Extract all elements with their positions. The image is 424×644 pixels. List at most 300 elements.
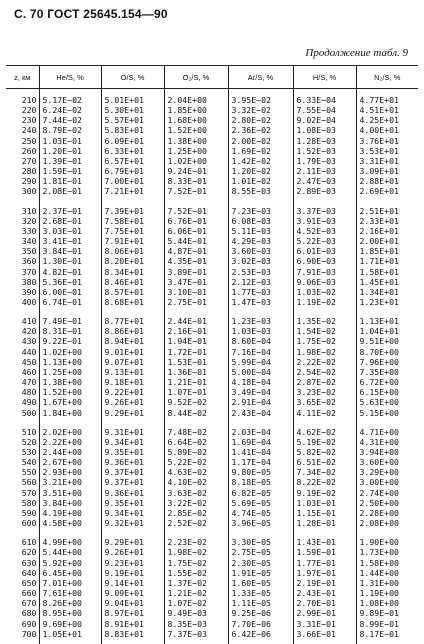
concentration-value: 2.16E+01 [359, 225, 399, 236]
altitude-cell [6, 312, 39, 423]
concentration-value: 3.89E−01 [167, 266, 207, 277]
column-header: N₂/S, % [356, 66, 418, 89]
concentration-value: 1.77E−01 [296, 557, 336, 568]
concentration-value: 1.97E−01 [296, 567, 336, 578]
concentration-value: 7.23E−03 [231, 205, 271, 216]
concentration-value: 5.83E+01 [104, 125, 144, 136]
concentration-value: 9.36E+01 [104, 487, 144, 498]
concentration-value: 4.74E−05 [231, 507, 271, 518]
altitude-cell [6, 533, 39, 644]
concentration-value: 1.19E+00 [359, 588, 399, 599]
concentration-value: 2.75E−05 [231, 547, 271, 558]
concentration-value: 8.70E+00 [359, 346, 399, 357]
concentration-value: 1.44E+00 [359, 567, 399, 578]
concentration-value: 3.63E−02 [167, 487, 207, 498]
concentration-value: 1.52E+00 [167, 125, 207, 136]
concentration-value: 1.53E−01 [167, 356, 207, 367]
value-cell [228, 89, 293, 202]
concentration-value: 4.25E+01 [359, 115, 399, 126]
concentration-value: 5.92E+00 [42, 557, 82, 568]
concentration-value: 6.72E+00 [359, 377, 399, 388]
concentration-value: 9.09E+01 [104, 588, 144, 599]
concentration-value: 2.74E+00 [359, 487, 399, 498]
concentration-value: 2.68E−01 [42, 215, 82, 226]
concentration-value: 6.51E−02 [296, 457, 336, 468]
concentration-value: 1.30E−01 [42, 256, 82, 267]
concentration-value: 1.34E+01 [359, 286, 399, 297]
concentration-value: 3.60E+00 [359, 457, 399, 468]
concentration-value: 6.01E−03 [296, 246, 336, 257]
altitude-value: 680 [21, 608, 37, 619]
value-cell [164, 423, 228, 534]
concentration-value: 7.52E−01 [167, 205, 207, 216]
value-cell [356, 202, 418, 313]
concentration-value: 2.80E−02 [231, 115, 271, 126]
concentration-value: 5.36E−01 [42, 276, 82, 287]
concentration-value: 5.89E−02 [167, 447, 207, 457]
concentration-value: 2.91E−04 [231, 397, 271, 408]
altitude-value: 420 [21, 326, 37, 337]
value-cell [228, 312, 293, 423]
concentration-value: 4.77E+01 [359, 95, 399, 105]
concentration-value: 1.23E−03 [231, 316, 271, 327]
concentration-value: 1.81E−01 [42, 176, 82, 187]
column-header: O/S, % [101, 66, 164, 89]
concentration-value: 3.02E−03 [231, 256, 271, 267]
altitude-value: 340 [21, 236, 37, 247]
concentration-value: 2.43E−01 [296, 588, 336, 599]
concentration-value: 5.22E−03 [296, 236, 336, 247]
concentration-value: 1.91E−05 [231, 567, 271, 578]
value-cell [39, 89, 101, 202]
concentration-value: 3.47E−01 [167, 276, 207, 287]
value-cell [228, 423, 293, 534]
concentration-value: 1.20E−01 [42, 145, 82, 156]
altitude-value: 520 [21, 436, 37, 447]
concentration-value: 6.33E+01 [104, 145, 144, 156]
table-header [6, 66, 418, 89]
concentration-value: 2.02E+00 [42, 426, 82, 437]
concentration-value: 7.52E−01 [167, 186, 207, 197]
concentration-value: 9.34E+01 [104, 436, 144, 447]
concentration-value: 1.72E−01 [167, 346, 207, 357]
value-cell [101, 202, 164, 313]
concentration-value: 7.00E+01 [104, 176, 144, 187]
concentration-value: 2.00E+01 [359, 236, 399, 247]
concentration-value: 3.37E−03 [296, 205, 336, 216]
concentration-value: 1.71E+01 [359, 256, 399, 267]
altitude-value: 460 [21, 366, 37, 377]
concentration-value: 2.51E+01 [359, 205, 399, 216]
concentration-value: 1.04E+01 [359, 326, 399, 337]
concentration-value: 5.19E−02 [296, 436, 336, 447]
concentration-value: 9.06E−03 [296, 276, 336, 287]
concentration-value: 1.20E−02 [231, 166, 271, 177]
concentration-value: 9.13E+01 [104, 366, 144, 377]
concentration-value: 3.31E+01 [359, 155, 399, 166]
concentration-value: 5.69E−05 [231, 497, 271, 508]
concentration-value: 9.32E+01 [104, 518, 144, 529]
concentration-value: 2.22E−02 [296, 356, 336, 367]
altitude-value: 350 [21, 246, 37, 257]
concentration-value: 8.60E−04 [231, 336, 271, 347]
concentration-value: 7.91E−03 [296, 266, 336, 277]
concentration-value: 9.51E+00 [359, 336, 399, 347]
concentration-value: 9.29E+01 [104, 407, 144, 418]
concentration-value: 3.84E−01 [42, 246, 82, 257]
concentration-value: 9.69E+00 [42, 618, 82, 629]
concentration-value: 5.11E−03 [231, 225, 271, 236]
concentration-value: 7.96E+00 [359, 356, 399, 367]
concentration-value: 1.58E+01 [359, 266, 399, 277]
concentration-value: 6.64E−02 [167, 436, 207, 447]
concentration-value: 8.35E−03 [167, 618, 207, 629]
concentration-value: 1.13E+01 [359, 316, 399, 327]
altitude-value: 250 [21, 135, 37, 146]
concentration-value: 1.69E−02 [231, 145, 271, 156]
concentration-value: 2.16E−01 [167, 326, 207, 337]
concentration-value: 1.55E−02 [167, 567, 207, 578]
table-row-group [6, 202, 418, 313]
concentration-value: 1.08E+00 [359, 598, 399, 609]
concentration-value: 1.01E−02 [231, 176, 271, 187]
concentration-value: 1.11E−05 [231, 598, 271, 609]
concentration-value: 8.34E+01 [104, 266, 144, 277]
concentration-value: 6.33E−04 [296, 95, 336, 105]
concentration-value: 3.41E−01 [42, 236, 82, 247]
concentration-value: 2.04E+00 [167, 95, 207, 105]
concentration-value: 4.51E+01 [359, 105, 399, 116]
table-row-group [6, 89, 418, 202]
concentration-value: 8.55E−03 [231, 186, 271, 197]
concentration-value: 2.44E+00 [42, 447, 82, 457]
altitude-value: 210 [21, 95, 37, 105]
concentration-value: 9.80E−05 [231, 467, 271, 478]
concentration-value: 3.21E+00 [42, 477, 82, 488]
concentration-value: 3.66E−01 [296, 628, 336, 639]
concentration-value: 4.19E+00 [42, 507, 82, 518]
concentration-value: 1.02E+00 [167, 155, 207, 166]
concentration-value: 4.00E+01 [359, 125, 399, 136]
concentration-value: 1.13E+00 [42, 356, 82, 367]
concentration-value: 9.31E+01 [104, 426, 144, 437]
concentration-value: 7.70E−06 [231, 618, 271, 629]
concentration-value: 2.23E−02 [167, 537, 207, 548]
concentration-value: 5.00E−04 [231, 366, 271, 377]
concentration-value: 1.35E−02 [296, 316, 336, 327]
concentration-value: 1.03E−02 [296, 286, 336, 297]
concentration-value: 6.79E+01 [104, 166, 144, 177]
concentration-value: 1.08E−03 [296, 125, 336, 136]
concentration-value: 1.94E−01 [167, 336, 207, 347]
concentration-value: 7.01E+00 [42, 577, 82, 588]
concentration-value: 4.29E−03 [231, 236, 271, 247]
concentration-value: 6.24E−02 [42, 105, 82, 116]
concentration-value: 3.49E−04 [231, 387, 271, 398]
column-header: O₂/S, % [164, 66, 228, 89]
concentration-value: 2.12E−03 [231, 276, 271, 287]
concentration-value: 2.43E−04 [231, 407, 271, 418]
concentration-value: 8.86E+01 [104, 326, 144, 337]
concentration-value: 7.16E−04 [231, 346, 271, 357]
altitude-cell [6, 89, 39, 202]
value-cell [293, 533, 356, 644]
altitude-value: 310 [21, 205, 37, 216]
concentration-value: 1.28E−01 [296, 518, 336, 529]
concentration-value: 9.35E+01 [104, 447, 144, 457]
concentration-value: 1.45E+01 [359, 276, 399, 287]
value-cell [293, 312, 356, 423]
page-header: С. 70 ГОСТ 25645.154—90 [14, 7, 168, 21]
altitude-value: 480 [21, 387, 37, 398]
table-continuation-caption: Продолжение табл. 9 [305, 47, 408, 59]
altitude-value: 630 [21, 557, 37, 568]
concentration-value: 3.60E−03 [231, 246, 271, 257]
concentration-value: 6.06E−01 [167, 225, 207, 236]
concentration-value: 4.82E−01 [42, 266, 82, 277]
concentration-value: 2.52E−02 [167, 518, 207, 529]
value-cell [293, 89, 356, 202]
concentration-value: 2.47E−03 [296, 176, 336, 187]
concentration-value: 8.17E−01 [359, 628, 399, 639]
concentration-value: 9.37E+01 [104, 477, 144, 488]
concentration-value: 8.33E−01 [167, 176, 207, 187]
value-cell [356, 89, 418, 202]
value-cell [39, 312, 101, 423]
concentration-value: 9.22E−01 [42, 336, 82, 347]
concentration-value: 5.22E−02 [167, 457, 207, 468]
concentration-value: 2.53E−03 [231, 266, 271, 277]
concentration-value: 4.11E−02 [296, 407, 336, 418]
concentration-value: 8.46E+01 [104, 276, 144, 287]
concentration-value: 1.75E−02 [167, 557, 207, 568]
column-header: H/S, % [293, 66, 356, 89]
concentration-value: 1.31E+00 [359, 577, 399, 588]
concentration-value: 4.87E−01 [167, 246, 207, 257]
concentration-value: 1.59E−01 [296, 547, 336, 558]
concentration-value: 1.85E+00 [167, 105, 207, 116]
concentration-value: 4.10E−02 [167, 477, 207, 488]
concentration-value: 4.63E−02 [167, 467, 207, 478]
concentration-value: 1.52E−03 [296, 145, 336, 156]
concentration-value: 1.05E+01 [42, 628, 82, 639]
concentration-value: 7.49E−01 [42, 316, 82, 327]
concentration-value: 4.58E+00 [42, 518, 82, 529]
concentration-value: 9.25E−06 [231, 608, 271, 619]
altitude-value: 240 [21, 125, 37, 136]
altitude-value: 600 [21, 518, 37, 529]
altitude-value: 230 [21, 115, 37, 126]
altitude-value: 410 [21, 316, 37, 327]
concentration-value: 1.25E+00 [167, 145, 207, 156]
concentration-value: 2.54E−02 [296, 366, 336, 377]
concentration-value: 1.54E−02 [296, 326, 336, 337]
value-cell [293, 423, 356, 534]
altitude-value: 670 [21, 598, 37, 609]
concentration-value: 1.07E−01 [167, 387, 207, 398]
concentration-value: 3.51E+00 [42, 487, 82, 498]
concentration-value: 9.23E+01 [104, 557, 144, 568]
concentration-value: 3.10E−01 [167, 286, 207, 297]
concentration-value: 6.42E−06 [231, 628, 271, 639]
concentration-value: 8.83E+01 [104, 628, 144, 639]
concentration-value: 8.94E+01 [104, 336, 144, 347]
concentration-value: 5.17E−02 [42, 95, 82, 105]
altitude-value: 570 [21, 487, 37, 498]
concentration-value: 5.82E−02 [296, 447, 336, 457]
concentration-value: 3.09E+01 [359, 166, 399, 177]
concentration-value: 9.89E−01 [359, 608, 399, 619]
header-row [6, 66, 418, 89]
concentration-value: 1.59E−01 [42, 166, 82, 177]
concentration-value: 2.08E+00 [359, 518, 399, 529]
concentration-value: 1.21E−01 [167, 377, 207, 388]
concentration-value: 9.14E+01 [104, 577, 144, 588]
concentration-value: 9.49E−03 [167, 608, 207, 619]
concentration-value: 8.06E+01 [104, 246, 144, 257]
concentration-value: 1.52E+00 [42, 387, 82, 398]
value-cell [293, 202, 356, 313]
altitude-value: 640 [21, 567, 37, 578]
concentration-value: 2.88E+01 [359, 176, 399, 187]
altitude-value: 610 [21, 537, 37, 548]
altitude-value: 260 [21, 145, 37, 156]
concentration-value: 7.21E+01 [104, 186, 144, 197]
concentration-value: 2.85E−02 [167, 507, 207, 518]
column-header: z, км [6, 66, 39, 89]
concentration-value: 6.76E−01 [167, 215, 207, 226]
concentration-value: 7.55E−04 [296, 105, 336, 116]
concentration-value: 8.91E+01 [104, 618, 144, 629]
concentration-value: 3.53E+01 [359, 145, 399, 156]
concentration-value: 1.15E−01 [296, 507, 336, 518]
value-cell [39, 423, 101, 534]
altitude-value: 580 [21, 497, 37, 508]
concentration-value: 2.50E+00 [359, 497, 399, 508]
concentration-value: 3.31E−01 [296, 618, 336, 629]
concentration-value: 2.87E−02 [296, 377, 336, 388]
concentration-value: 1.98E−02 [167, 547, 207, 558]
concentration-value: 1.03E−01 [296, 497, 336, 508]
concentration-value: 8.26E+00 [42, 598, 82, 609]
concentration-value: 1.67E+00 [42, 397, 82, 408]
concentration-value: 2.03E−04 [231, 426, 271, 437]
altitude-value: 390 [21, 286, 37, 297]
concentration-value: 6.82E−05 [231, 487, 271, 498]
value-cell [228, 202, 293, 313]
concentration-value: 5.15E+00 [359, 407, 399, 418]
concentration-value: 1.58E+00 [359, 557, 399, 568]
concentration-value: 4.31E+00 [359, 436, 399, 447]
value-cell [164, 89, 228, 202]
concentration-value: 2.70E−01 [296, 598, 336, 609]
concentration-value: 7.35E+00 [359, 366, 399, 377]
concentration-value: 6.74E−01 [42, 296, 82, 307]
value-cell [164, 312, 228, 423]
concentration-value: 4.18E−04 [231, 377, 271, 388]
concentration-value: 2.69E+01 [359, 186, 399, 197]
value-cell [39, 533, 101, 644]
value-cell [356, 423, 418, 534]
concentration-value: 1.25E+00 [42, 366, 82, 377]
concentration-value: 9.07E+01 [104, 356, 144, 367]
altitude-value: 370 [21, 266, 37, 277]
altitude-value: 530 [21, 447, 37, 457]
concentration-value: 6.09E+01 [104, 135, 144, 146]
concentration-value: 9.34E+01 [104, 507, 144, 518]
concentration-value: 3.32E−02 [231, 105, 271, 116]
concentration-value: 1.37E−02 [167, 577, 207, 588]
concentration-value: 3.76E+01 [359, 135, 399, 146]
table-row-group [6, 423, 418, 534]
concentration-value: 2.33E+01 [359, 215, 399, 226]
concentration-value: 9.52E−02 [167, 397, 207, 408]
value-cell [228, 533, 293, 644]
concentration-value: 1.84E+00 [42, 407, 82, 418]
concentration-value: 7.37E−03 [167, 628, 207, 639]
data-table [6, 65, 418, 644]
concentration-value: 6.90E−03 [296, 256, 336, 267]
concentration-value: 8.97E+01 [104, 608, 144, 619]
concentration-value: 1.98E−02 [296, 346, 336, 357]
concentration-value: 7.39E+01 [104, 205, 144, 216]
altitude-value: 700 [21, 628, 37, 639]
altitude-value: 650 [21, 577, 37, 588]
concentration-value: 3.29E+00 [359, 467, 399, 478]
concentration-value: 1.42E−02 [231, 155, 271, 166]
concentration-value: 5.44E−01 [167, 236, 207, 247]
concentration-value: 3.65E−02 [296, 397, 336, 408]
value-cell [356, 533, 418, 644]
concentration-value: 8.20E+01 [104, 256, 144, 267]
concentration-value: 2.30E−05 [231, 557, 271, 568]
altitude-value: 590 [21, 507, 37, 518]
concentration-value: 1.43E−01 [296, 537, 336, 548]
concentration-value: 2.89E−03 [296, 186, 336, 197]
concentration-value: 7.58E+01 [104, 215, 144, 226]
concentration-value: 1.77E−03 [231, 286, 271, 297]
concentration-value: 1.38E+00 [167, 135, 207, 146]
concentration-value: 8.57E+01 [104, 286, 144, 297]
concentration-value: 1.03E−03 [231, 326, 271, 337]
concentration-value: 9.01E+01 [104, 346, 144, 357]
concentration-value: 3.84E+00 [42, 497, 82, 508]
concentration-value: 7.75E+01 [104, 225, 144, 236]
concentration-value: 6.00E−01 [42, 286, 82, 297]
concentration-value: 6.45E+00 [42, 567, 82, 578]
concentration-value: 2.11E−03 [296, 166, 336, 177]
concentration-value: 4.99E+00 [42, 537, 82, 548]
concentration-value: 9.36E+01 [104, 457, 144, 468]
concentration-value: 4.71E+00 [359, 426, 399, 437]
concentration-value: 7.44E−02 [42, 115, 82, 126]
concentration-value: 6.15E+00 [359, 387, 399, 398]
altitude-value: 430 [21, 336, 37, 347]
concentration-value: 4.52E−03 [296, 225, 336, 236]
value-cell [101, 423, 164, 534]
concentration-value: 8.95E+00 [42, 608, 82, 619]
concentration-value: 1.85E+01 [359, 246, 399, 257]
concentration-value: 5.44E+00 [42, 547, 82, 558]
concentration-value: 5.30E+01 [104, 105, 144, 116]
concentration-value: 3.03E−01 [42, 225, 82, 236]
concentration-value: 3.95E−02 [231, 95, 271, 105]
concentration-value: 9.02E−04 [296, 115, 336, 126]
concentration-value: 8.79E−02 [42, 125, 82, 136]
column-header: Ar/S, % [228, 66, 293, 89]
concentration-value: 1.47E−03 [231, 296, 271, 307]
concentration-value: 1.33E−05 [231, 588, 271, 599]
